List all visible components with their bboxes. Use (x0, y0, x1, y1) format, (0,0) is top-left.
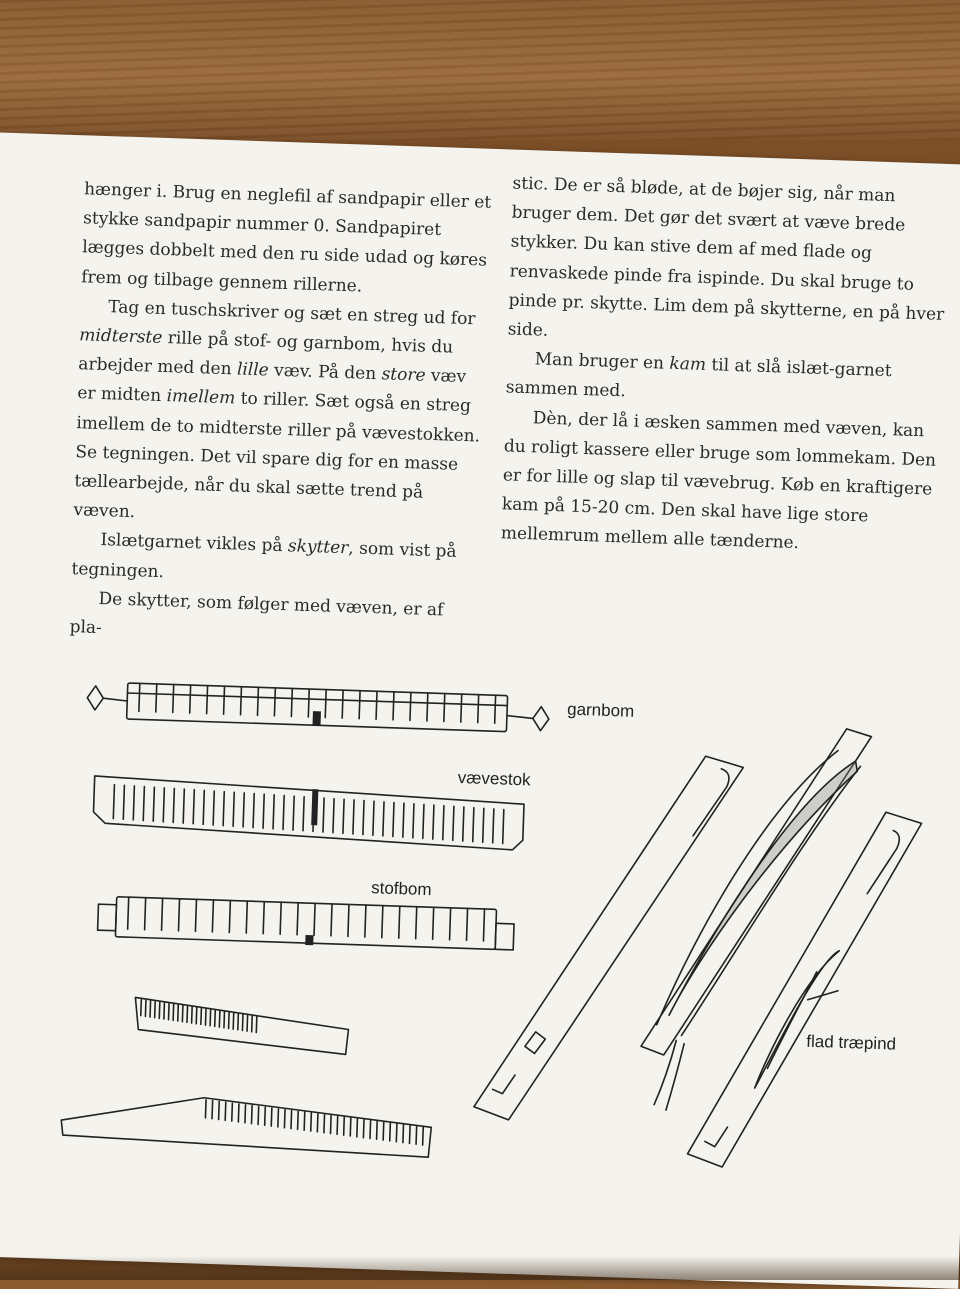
notch-line (298, 1111, 299, 1129)
notch-line (337, 1116, 338, 1134)
notch-line (212, 1101, 213, 1119)
notch-line (232, 1103, 233, 1121)
notch-line (245, 1105, 246, 1123)
notch-line (383, 802, 384, 836)
notch-line (433, 805, 434, 839)
notch-line (256, 1016, 257, 1032)
center-mark (311, 789, 318, 825)
stofbom-beam (97, 896, 514, 952)
notch-line (363, 801, 364, 835)
notch-line (155, 1002, 156, 1018)
notch-line (173, 1004, 174, 1020)
label-flad-traepind: flad træpind (805, 1031, 897, 1054)
notch-line (293, 796, 294, 830)
notch-line (252, 1106, 253, 1124)
notch-line (193, 790, 194, 824)
notch-line (153, 787, 154, 821)
notch-line (399, 906, 400, 938)
notch-line (416, 907, 417, 939)
notch-line (242, 1014, 243, 1030)
notch-line (343, 799, 344, 833)
notch-line (223, 792, 224, 826)
shuttle-right (687, 806, 922, 1173)
notch-line (291, 688, 292, 716)
notch-line (128, 897, 129, 929)
notch-line (271, 1108, 272, 1126)
notch-line (311, 1113, 312, 1131)
notch-line (182, 1006, 183, 1022)
notch-line (433, 907, 434, 939)
wooden-table-surface (0, 0, 960, 140)
paragraph: Islætgarnet vikles på skytter, som vist på tegningen. (71, 530, 457, 582)
notch-line (304, 1112, 305, 1130)
notch-line (233, 792, 234, 826)
notch-line (173, 788, 174, 822)
loom-parts-illustration (0, 132, 960, 1289)
notch-line (283, 795, 284, 829)
notch-line (390, 1123, 391, 1141)
notch-line (273, 795, 274, 829)
notch-line (409, 1125, 410, 1143)
notch-line (178, 899, 179, 931)
notch-line (453, 806, 454, 840)
notch-line (416, 1126, 417, 1144)
small-comb (134, 997, 350, 1054)
notch-line (410, 692, 411, 720)
notch-line (263, 902, 264, 934)
notch-line (183, 789, 184, 823)
notch-line (331, 1115, 332, 1133)
label-vaevestok: vævestok (457, 768, 531, 790)
notch-line (342, 690, 343, 718)
notch-line (357, 1119, 358, 1137)
notch-line (156, 684, 157, 712)
notch-line (344, 1117, 345, 1135)
notch-line (324, 1115, 325, 1133)
notch-line (229, 901, 230, 933)
notch-line (423, 804, 424, 838)
paragraph: Tag en tuschskriver og sæt en streg ud for midterste rille på stof- og garnbom, hvis du arbejder med den lille væv. På den store væv er midten imellem to riller. Sæt også en streg imellem de to midterste riller på vævestokken. Se tegningen. Det vil spare dig for en masse tællearbejde, når du skal sætte trend på væven. (73, 296, 481, 523)
notch-line (133, 786, 134, 820)
notch-line (297, 903, 298, 935)
notch-line (224, 686, 225, 714)
notch-line (383, 1122, 384, 1140)
notch-line (265, 1107, 266, 1125)
notch-line (247, 1015, 248, 1031)
notch-line (274, 688, 275, 716)
book-page (0, 132, 960, 1289)
notch-line (169, 1004, 170, 1020)
notch-line (238, 1104, 239, 1122)
garnbom-beam (87, 682, 550, 733)
notch-line (258, 1106, 259, 1124)
notch-line (205, 1100, 206, 1118)
notch-line (201, 1008, 202, 1024)
notch-line (187, 1006, 188, 1022)
notch-line (253, 794, 254, 828)
notch-line (393, 803, 394, 837)
notch-line (195, 899, 196, 931)
notch-line (463, 807, 464, 841)
notch-line (145, 898, 146, 930)
notch-line (257, 687, 258, 715)
notch-line (333, 799, 334, 833)
notch-line (325, 690, 326, 718)
notch-line (280, 902, 281, 934)
notch-line (423, 1127, 424, 1145)
notch-line (113, 785, 114, 819)
notch-line (203, 790, 204, 824)
notch-line (350, 1118, 351, 1136)
notch-line (210, 1010, 211, 1026)
notch-line (192, 1007, 193, 1023)
notch-line (159, 1002, 160, 1018)
notch-line (162, 898, 163, 930)
notch-line (213, 791, 214, 825)
page-edge-shadow (0, 1256, 960, 1280)
notch-line (443, 806, 444, 840)
notch-line (483, 808, 484, 842)
large-comb (60, 1093, 432, 1157)
notch-line (215, 1010, 216, 1026)
notch-line (331, 904, 332, 936)
notch-line (483, 909, 484, 941)
notch-line (478, 695, 479, 723)
notch-line (363, 1120, 364, 1138)
notch-line (450, 908, 451, 940)
notch-line (178, 1005, 179, 1021)
notch-line (243, 793, 244, 827)
notch-line (278, 1109, 279, 1127)
notch-line (370, 1120, 371, 1138)
paragraph: Man bruger en kam til at slå islæt-garnet sammen med. (505, 349, 892, 402)
notch-line (141, 1000, 142, 1016)
notch-line (427, 693, 428, 721)
notch-line (123, 785, 124, 819)
notch-line (396, 1124, 397, 1142)
reed-notches (113, 785, 504, 844)
notch-line (150, 1001, 151, 1017)
notch-line (238, 1014, 239, 1030)
center-mark (305, 935, 313, 945)
notch-line (413, 804, 414, 838)
notch-line (359, 691, 360, 719)
notch-line (190, 685, 191, 713)
notch-line (163, 788, 164, 822)
paragraph: stic. De er så bløde, at de bøjer sig, når man bruger dem. Det gør det svært at væve brede stykker. Du kan stive dem af med flade og renvaskede pinde fra ispinde. Du skal bruge to pinde pr. skytte. Lim dem på skytterne, en på hver side. (507, 173, 945, 341)
paragraph: hænger i. Brug en neglefil af sandpapir eller et stykke sandpapir nummer 0. Sandpapiret lægges dobbelt med den ru side udad og køres frem og tilbage gennem rillerne. (80, 179, 492, 297)
notch-line (233, 1013, 234, 1029)
paragraph: Dèn, der lå i æsken sammen med væven, kan du roligt kassere eller bruge som lommekam. Den er for lille og slap til vævebrug. Køb en kraftigere kam på 15-20 cm. Den skal have lige store mellemrum mellem alle tænderne. (500, 407, 937, 554)
notch-line (164, 1003, 165, 1019)
notch-line (284, 1110, 285, 1128)
notch-line (291, 1111, 292, 1129)
notch-line (365, 905, 366, 937)
notch-line (382, 906, 383, 938)
notch-line (323, 798, 324, 832)
center-mark (313, 711, 321, 725)
paragraph: De skytter, som følger med væven, er af pla- (69, 588, 444, 639)
notch-line (252, 1016, 253, 1032)
notch-line (403, 1125, 404, 1143)
notch-line (219, 1101, 220, 1119)
notch-line (503, 810, 504, 844)
notch-line (241, 687, 242, 715)
notch-line (263, 794, 264, 828)
notch-line (143, 787, 144, 821)
notch-line (348, 904, 349, 936)
notch-line (205, 1009, 206, 1025)
notch-line (224, 1012, 225, 1028)
notch-line (467, 908, 468, 940)
notch-line (444, 694, 445, 722)
notch-line (393, 692, 394, 720)
notch-line (246, 901, 247, 933)
notch-line (196, 1008, 197, 1024)
shuttle-with-yarn (639, 722, 872, 1116)
notch-line (303, 797, 304, 831)
notch-line (317, 1114, 318, 1132)
notch-line (377, 1121, 378, 1139)
notch-line (373, 801, 374, 835)
notch-line (461, 694, 462, 722)
notch-line (495, 695, 496, 723)
notch-line (353, 800, 354, 834)
notch-line (219, 1011, 220, 1027)
notch-line (314, 903, 315, 935)
notch-line (473, 808, 474, 842)
notch-line (212, 900, 213, 932)
notch-line (403, 803, 404, 837)
notch-line (173, 685, 174, 713)
notch-line (207, 686, 208, 714)
notch-line (145, 1000, 146, 1016)
label-stofbom: stofbom (370, 878, 432, 900)
comb-teeth (140, 1000, 257, 1033)
notch-line (376, 691, 377, 719)
notch-line (139, 683, 140, 711)
notch-line (229, 1012, 230, 1028)
notch-line (493, 809, 494, 843)
label-garnbom: garnbom (566, 699, 635, 721)
notch-line (308, 689, 309, 717)
notch-line (225, 1102, 226, 1120)
